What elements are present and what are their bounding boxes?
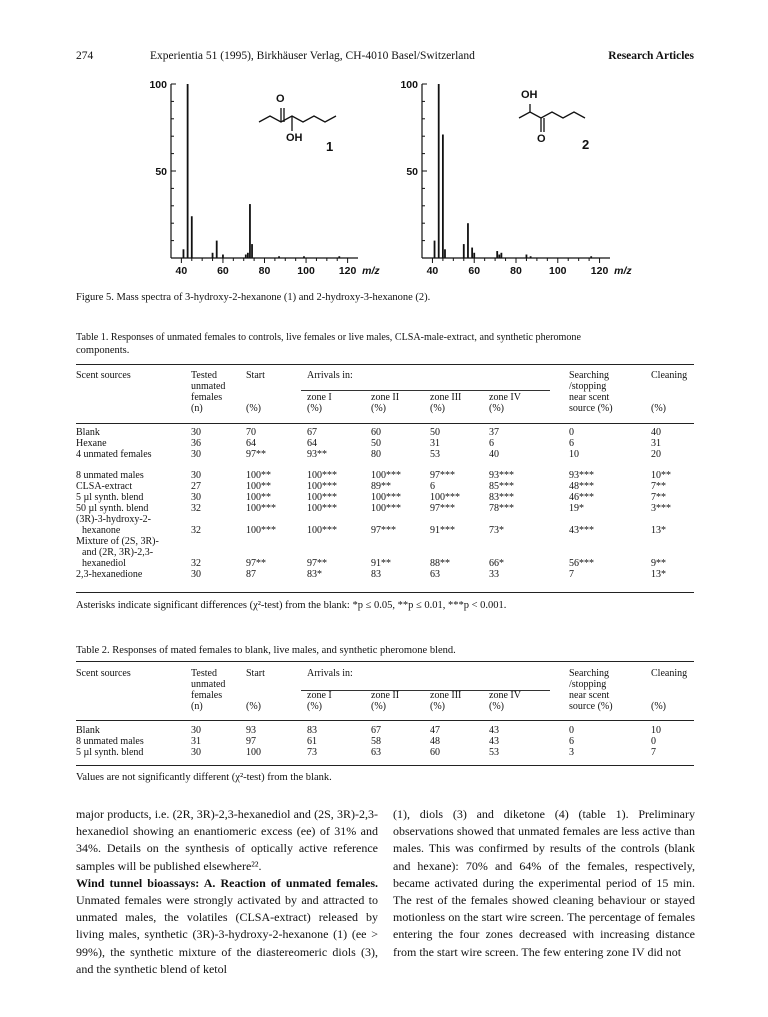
table1-row-label: 5 µl synth. blend: [76, 492, 144, 503]
table1-cell: 46***: [569, 492, 594, 503]
table1-col-tested: unmated: [191, 381, 226, 392]
structure-1-number: 1: [326, 139, 334, 154]
table1-cell: 7: [569, 569, 574, 580]
table2-title: Table 2. Responses of mated females to blank, live males, and synthetic pheromone blend.: [76, 645, 456, 656]
table1-cell: 31: [430, 438, 440, 449]
table1-cell: 100***: [307, 492, 337, 503]
structure-1-hydroxyl-label: OH: [286, 132, 303, 144]
table2-col-zone-3: zone III: [430, 690, 462, 701]
table2-col-cleaning-unit: (%): [651, 701, 666, 712]
table1-arrivals-rule: [301, 390, 550, 391]
table1-cell: 78***: [489, 503, 514, 514]
table1-cell: 80: [371, 449, 381, 460]
table2-cell: 63: [371, 747, 381, 758]
structure-2-number: 2: [582, 137, 590, 152]
table2-col-tested: (n): [191, 701, 203, 712]
table2-cell: 53: [489, 747, 499, 758]
structure-2: [519, 104, 585, 132]
table1-cell: 100***: [246, 525, 276, 536]
table1-title: [76, 331, 694, 357]
table1-col-cleaning: Cleaning: [651, 370, 688, 381]
table2-col-tested: Tested: [191, 668, 217, 679]
table1-row-label: 8 unmated males: [76, 470, 144, 481]
table2-col-searching: source (%): [569, 701, 613, 712]
table1-cell: 100***: [430, 492, 460, 503]
table1-row-label: 4 unmated females: [76, 449, 152, 460]
table1-cell: 100***: [307, 470, 337, 481]
structure-1-oxygen-label: O: [276, 93, 285, 105]
table1-row-label: Blank: [76, 427, 100, 438]
table1-cell: 20: [651, 449, 661, 460]
table1-col-zone-4: zone IV: [489, 392, 521, 403]
table1-cell: 100***: [371, 492, 401, 503]
table1-cell: 100***: [246, 503, 276, 514]
table1-cell: 31: [651, 438, 661, 449]
body-right-paragraph: (1), diols (3) and diketone (4) (table 1). Preliminary observations showed that unmated females are less active than males. This was confirmed by results of the controls (blank and hexane): 70% and 64% of the females, respectively, became activated during the experimental period of 15 min. The rest of the females showed cleaning behaviour or stayed motionless on the start wire screen. The percentage of females entering the four zones decreased with increasing distance from the start wire screen. The few entering zone IV did not: [393, 807, 695, 959]
table1-cell: 100***: [307, 525, 337, 536]
table1-col-start-unit: (%): [246, 403, 261, 414]
table1-cell: 30: [191, 470, 201, 481]
table1-cell: 13*: [651, 569, 666, 580]
table1-row-label: hexanediol: [82, 558, 126, 569]
table1-cell: 50: [430, 427, 440, 438]
table2-cell: 93: [246, 725, 256, 736]
body-left-p2-text: Unmated females were strongly activated by and attracted to unmated males, the volatiles (CLSA-extract) released by living males, synthetic (3R)-3-hydroxy-2-hexanone (1) (ee > 99%), the synthetic mixture of the diastereomeric diols (3), and the synthetic blend of ketol: [76, 893, 378, 976]
table2-col-zone-4-unit: (%): [489, 701, 504, 712]
table1-cell: 67: [307, 427, 317, 438]
table1-cell: 97**: [246, 558, 266, 569]
table1-cell: 30: [191, 569, 201, 580]
table1-cell: 3***: [651, 503, 671, 514]
table1-cell: 93***: [489, 470, 514, 481]
body-left-column: [76, 806, 378, 978]
table2-cell: 83: [307, 725, 317, 736]
table2-bottom-rule: [76, 765, 694, 766]
spectrum-2-y-tick-label: 50: [406, 166, 418, 178]
table2-cell: 30: [191, 725, 201, 736]
page-number: 274: [76, 50, 94, 62]
section-title: Research Articles: [608, 50, 694, 62]
table2-col-start-unit: (%): [246, 701, 261, 712]
spectrum-1-x-tick-label: 60: [217, 265, 229, 277]
table1-cell: 64: [307, 438, 317, 449]
table2-col-searching: Searching: [569, 668, 609, 679]
table1-cell: 91***: [430, 525, 455, 536]
spectrum-1-x-axis-label: m/z: [362, 265, 380, 277]
table2-row-label: 5 µl synth. blend: [76, 747, 144, 758]
table1-cell: 27: [191, 481, 201, 492]
table1-cell: 13*: [651, 525, 666, 536]
table1-col-zone-3-unit: (%): [430, 403, 445, 414]
table1-cell: 50: [371, 438, 381, 449]
spectrum-1-x-tick-label: 40: [175, 265, 188, 277]
journal-citation: Experientia 51 (1995), Birkhäuser Verlag, CH-4010 Basel/Switzerland: [150, 50, 475, 62]
table2-cell: 61: [307, 736, 317, 747]
table2-row-label: Blank: [76, 725, 100, 736]
table1-col-searching: near scent: [569, 392, 610, 403]
table1-col-zone-1-unit: (%): [307, 403, 322, 414]
table1-cell: 40: [489, 449, 499, 460]
table1-cell: 53: [430, 449, 440, 460]
table2-cell: 6: [569, 736, 574, 747]
table1-cell: 32: [191, 558, 201, 569]
table1-cell: 19*: [569, 503, 584, 514]
table1-cell: 83: [371, 569, 381, 580]
table1-title-line2: components.: [76, 345, 130, 356]
table1-col-zone-1: zone I: [307, 392, 332, 403]
table2-cell: 43: [489, 725, 499, 736]
table2-col-tested: unmated: [191, 679, 226, 690]
table1-cell: 63: [430, 569, 440, 580]
table1-cell: 97**: [246, 449, 266, 460]
table2-cell: 7: [651, 747, 656, 758]
table1-cell: 37: [489, 427, 499, 438]
table2-cell: 0: [569, 725, 574, 736]
table1-row-label: CLSA-extract: [76, 481, 133, 492]
table2-col-zone-2: zone II: [371, 690, 400, 701]
table1-col-cleaning-unit: (%): [651, 403, 666, 414]
table1-cell: 6: [430, 481, 435, 492]
table2-header-rule: [76, 720, 694, 721]
table1-cell: 60: [371, 427, 381, 438]
table1-cell: 91**: [371, 558, 391, 569]
table1-col-zone-3: zone III: [430, 392, 462, 403]
table1-col-scent: Scent sources: [76, 370, 131, 381]
table1-top-rule: [76, 364, 694, 365]
table1-row-label: Mixture of (2S, 3R)-: [76, 536, 159, 547]
table1-cell: 73*: [489, 525, 504, 536]
table1-col-tested: (n): [191, 403, 203, 414]
table1-cell: 7**: [651, 481, 666, 492]
table1-bottom-rule: [76, 592, 694, 593]
table1-col-start: Start: [246, 370, 265, 381]
spectrum-2-y-tick-label: 100: [400, 79, 418, 91]
table1-header-rule: [76, 423, 694, 424]
table2-cell: 30: [191, 747, 201, 758]
table1-cell: 48***: [569, 481, 594, 492]
table1-col-tested: Tested: [191, 370, 217, 381]
structure-1-chain: [259, 116, 336, 122]
table2-cell: 10: [651, 725, 661, 736]
table1-row-label: 2,3-hexanedione: [76, 569, 143, 580]
table1-cell: 40: [651, 427, 661, 438]
table1-row-label: Hexane: [76, 438, 107, 449]
table1-footnote: Asterisks indicate significant differences (χ²-test) from the blank: *p ≤ 0.05, **p ≤ 0.01, ***p < 0.001.: [76, 600, 507, 611]
table1-cell: 97***: [430, 503, 455, 514]
table1-cell: 100***: [307, 503, 337, 514]
body-left-p1-text: major products, i.e. (2R, 3R)-2,3-hexanediol and (2S, 3R)-2,3-hexanediol showing an enantiomeric excess (ee) of 31% and 34%. Details on the synthesis of optically active reference samples will be published elsewhere²².: [76, 807, 378, 873]
table1-row-label: hexanone: [82, 525, 121, 536]
table1-cell: 97**: [307, 558, 327, 569]
table1-cell: 85***: [489, 481, 514, 492]
structure-2-hydroxyl-label: OH: [521, 89, 538, 101]
table1-cell: 66*: [489, 558, 504, 569]
table1-cell: 100**: [246, 470, 271, 481]
spectrum-2-x-axis-label: m/z: [614, 265, 632, 277]
table1-col-searching: /stopping: [569, 381, 607, 392]
body-left-paragraph-1: [76, 806, 378, 875]
table1-cell: 83*: [307, 569, 322, 580]
table1-cell: 83***: [489, 492, 514, 503]
table2-col-tested: females: [191, 690, 223, 701]
table2-col-zone-3-unit: (%): [430, 701, 445, 712]
table1-col-searching: Searching: [569, 370, 609, 381]
table1-cell: 97***: [430, 470, 455, 481]
table2-cell: 47: [430, 725, 440, 736]
figure-caption: Figure 5. Mass spectra of 3-hydroxy-2-hexanone (1) and 2-hydroxy-3-hexanone (2).: [76, 292, 431, 303]
spectrum-2-x-tick-label: 120: [590, 265, 609, 277]
table2-cell: 97: [246, 736, 256, 747]
spectrum-2-x-tick-label: 60: [468, 265, 481, 277]
table2-cell: 31: [191, 736, 201, 747]
table1-cell: 0: [569, 427, 574, 438]
table1-cell: 100***: [307, 481, 337, 492]
table1-cell: 56***: [569, 558, 594, 569]
body-left-paragraph-2: [76, 875, 378, 978]
table1-title-line1: Table 1. Responses of unmated females to controls, live females or live males, CLSA-male-extract, and synthetic pheromone: [76, 332, 581, 343]
table2-cell: 58: [371, 736, 381, 747]
spectrum-1-x-tick-label: 80: [258, 265, 271, 277]
table1-cell: 10**: [651, 470, 671, 481]
table2-col-start: Start: [246, 668, 265, 679]
table2-footnote: Values are not significantly different (χ²-test) from the blank.: [76, 772, 332, 783]
spectrum-1-y-tick-label: 100: [149, 79, 167, 91]
table1-cell: 30: [191, 449, 201, 460]
table2-col-zone-2-unit: (%): [371, 701, 386, 712]
table1-cell: 89**: [371, 481, 391, 492]
table1-cell: 87: [246, 569, 256, 580]
table1-cell: 9**: [651, 558, 666, 569]
spectrum-1-x-tick-label: 100: [297, 265, 315, 277]
table2-col-searching: /stopping: [569, 679, 607, 690]
mass-spectra-figure: [0, 0, 768, 300]
table1-cell: 88**: [430, 558, 450, 569]
structure-2-chain: [519, 112, 585, 118]
table1-col-zone-4-unit: (%): [489, 403, 504, 414]
spectrum-2-x-tick-label: 40: [426, 265, 439, 277]
table2-col-zone-1-unit: (%): [307, 701, 322, 712]
table1-cell: 33: [489, 569, 499, 580]
table1-cell: 36: [191, 438, 201, 449]
table1-cell: 43***: [569, 525, 594, 536]
table2-col-arrivals: Arrivals in:: [307, 668, 353, 679]
table1-cell: 6: [489, 438, 494, 449]
table2-cell: 67: [371, 725, 381, 736]
table1-cell: 100**: [246, 481, 271, 492]
table2-col-cleaning: Cleaning: [651, 668, 688, 679]
table1-col-tested: females: [191, 392, 223, 403]
table2-row-label: 8 unmated males: [76, 736, 144, 747]
table1-cell: 93**: [307, 449, 327, 460]
table2-cell: 73: [307, 747, 317, 758]
spectrum-2-x-tick-label: 80: [510, 265, 522, 277]
table1-cell: 100***: [371, 503, 401, 514]
table1-cell: 6: [569, 438, 574, 449]
table1-cell: 32: [191, 525, 201, 536]
table1-cell: 32: [191, 503, 201, 514]
spectrum-1-y-tick-label: 50: [155, 166, 167, 178]
table1-cell: 97***: [371, 525, 396, 536]
spectrum-2-x-tick-label: 100: [549, 265, 567, 277]
table1-cell: 7**: [651, 492, 666, 503]
table1-row-label: (3R)-3-hydroxy-2-: [76, 514, 151, 525]
table2-cell: 60: [430, 747, 440, 758]
table1-cell: 100**: [246, 492, 271, 503]
table2-col-zone-4: zone IV: [489, 690, 521, 701]
table2-col-scent: Scent sources: [76, 668, 131, 679]
table2-col-searching: near scent: [569, 690, 610, 701]
table1-col-arrivals: Arrivals in:: [307, 370, 353, 381]
table1-cell: 10: [569, 449, 579, 460]
body-right-column: [393, 806, 695, 961]
table2-cell: 3: [569, 747, 574, 758]
structure-2-oxygen-label: O: [537, 133, 546, 145]
table1-col-zone-2: zone II: [371, 392, 400, 403]
table1-row-label: 50 µl synth. blend: [76, 503, 149, 514]
structure-1: [259, 108, 336, 131]
table1-cell: 70: [246, 427, 256, 438]
table1-cell: 93***: [569, 470, 594, 481]
table2-cell: 100: [246, 747, 261, 758]
table2-cell: 43: [489, 736, 499, 747]
body-left-p2-heading: Wind tunnel bioassays: A. Reaction of unmated females.: [76, 875, 378, 890]
table1-col-zone-2-unit: (%): [371, 403, 386, 414]
table2-cell: 0: [651, 736, 656, 747]
table1-cell: 30: [191, 492, 201, 503]
table1-cell: 100***: [371, 470, 401, 481]
table2-cell: 48: [430, 736, 440, 747]
table1-row-label: and (2R, 3R)-2,3-: [82, 547, 154, 558]
table2-top-rule: [76, 661, 694, 662]
table2-arrivals-rule: [301, 690, 550, 691]
table1-cell: 64: [246, 438, 256, 449]
spectrum-1-x-tick-label: 120: [338, 265, 357, 277]
table2-col-zone-1: zone I: [307, 690, 332, 701]
table1-col-searching: source (%): [569, 403, 613, 414]
table1-cell: 30: [191, 427, 201, 438]
